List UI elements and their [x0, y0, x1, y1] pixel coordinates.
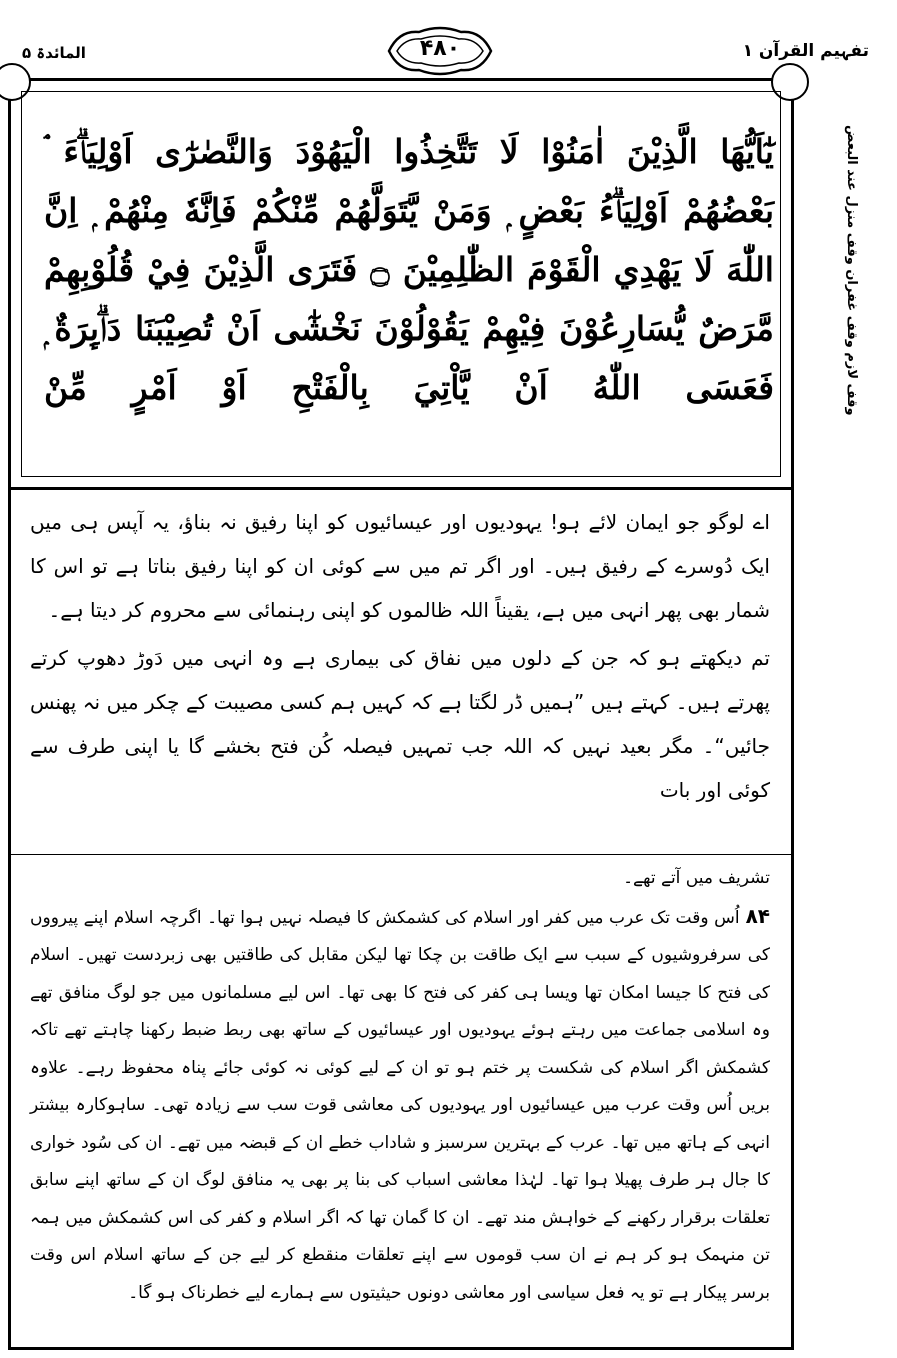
book-title: تفہیم القرآن ۱ [742, 41, 869, 61]
commentary [30, 860, 770, 1312]
corner-ornament-icon [0, 63, 31, 101]
footnote-number: ۸۴ [745, 903, 770, 928]
arabic-verses: يٰٓاَيُّهَا الَّذِيْنَ اٰمَنُوْا لَا تَتَّخِذُوا الْيَهُوْدَ وَالنَّصٰرٰٓى اَوْلِيَاۗءَ ۘ بَعْضُهُمْ اَوْلِيَاۗءُ بَعْضٍ ۭ وَمَنْ يَّتَوَلَّهُمْ مِّنْكُمْ فَاِنَّهٗ مِنْهُمْ ۭ اِنَّ اللّٰهَ لَا يَهْدِي الْقَوْمَ الظّٰلِمِيْنَ ۝ فَتَرَى الَّذِيْنَ فِيْ قُلُوْبِهِمْ مَّرَضٌ يُّسَارِعُوْنَ فِيْهِمْ يَقُوْلُوْنَ نَخْشٰٓى اَنْ تُصِيْبَنَا دَاۗىِٕرَةٌ ۭ فَعَسَى اللّٰهُ اَنْ يَّاْتِيَ بِالْفَتْحِ اَوْ اَمْرٍ مِّنْ [44, 132, 774, 407]
translation-paragraph: اے لوگو جو ایمان لائے ہو! یہودیوں اور عیسائیوں کو اپنا رفیق نہ بناؤ، یہ آپس ہی میں ایک دُوسرے کے رفیق ہیں۔ اور اگر تم میں سے کوئی ان کو اپنا رفیق بناتا ہے تو اس کا شمار بھی پھر انہی میں ہے، یقیناً اللہ ظالموں کو اپنی رہنمائی سے محروم کر دیتا ہے۔ [30, 510, 770, 622]
page-number-badge [383, 26, 497, 76]
urdu-translation [30, 500, 770, 816]
footnote-body: اُس وقت تک عرب میں کفر اور اسلام کی کشمکش کا فیصلہ نہیں ہوا تھا۔ اگرچہ اسلام اپنے پیرووں کی سرفروشیوں کے سبب سے ایک طاقت بن چکا تھا لیکن مقابل کی طاقتیں بھی زبردست تھیں۔ اسلام کی فتح کا جیسا امکان تھا ویسا ہی کفر کی فتح کا بھی تھا۔ اس لیے مسلمانوں میں جو لوگ منافق تھے وہ اسلامی جماعت میں رہتے ہوئے یہودیوں اور عیسائیوں کے ساتھ بھی ربط ضبط رکھنا چاہتے تھے تاکہ کشمکش اگر اسلام کی شکست پر ختم ہو تو ان کے لیے کوئی نہ کوئی جائے پناہ محفوظ رہے۔ علاوہ بریں اُس وقت عرب میں عیسائیوں اور یہودیوں کی معاشی قوت سب سے زیادہ تھی۔ ساہوکارہ بیشتر انہی کے ہاتھ میں تھا۔ عرب کے بہترین سرسبز و شاداب خطے ان کے قبضہ میں تھے۔ ان کی سُود خواری کا جال ہر طرف پھیلا ہوا تھا۔ لہٰذا معاشی اسباب کی بنا پر بھی یہ منافق لوگ ان کے ساتھ اپنے سابق تعلقات برقرار رکھنے کے خواہش مند تھے۔ ان کا گمان تھا کہ اگر اسلام و کفر کی اس کشمکش میں ہمہ تن منہمک ہو کر ہم نے ان سب قوموں سے اپنے تعلقات منقطع کر لیے جن کے ساتھ اسلام اس وقت برسر پیکار ہے تو یہ فعل سیاسی اور معاشی دونوں حیثیتوں سے ہمارے لیے خطرناک ہو گا۔ [30, 907, 770, 1303]
footnote [30, 898, 770, 1313]
waqf-margin-note: وقف لازم وقف غفران وقف منزل عند البعض [844, 124, 859, 416]
commentary-prev-tail: تشریف میں آتے تھے۔ [623, 868, 770, 888]
translation-paragraph: تم دیکھتے ہو کہ جن کے دلوں میں نفاق کی بیماری ہے وہ انہی میں دَوڑ دھوپ کرتے پھرتے ہیں۔ کہتے ہیں ”ہمیں ڈر لگتا ہے کہ کہیں ہم کسی مصیبت کے چکر میں نہ پھنس جائیں“۔ مگر بعید نہیں کہ اللہ جب تمہیں فیصلہ کُن فتح بخشے گا یا اپنی طرف سے کوئی اور بات [30, 646, 770, 802]
corner-ornament-icon [771, 63, 809, 101]
surah-name: المائدۃ ۵ [22, 44, 86, 62]
page-number: ۴۸۰ [419, 36, 461, 61]
